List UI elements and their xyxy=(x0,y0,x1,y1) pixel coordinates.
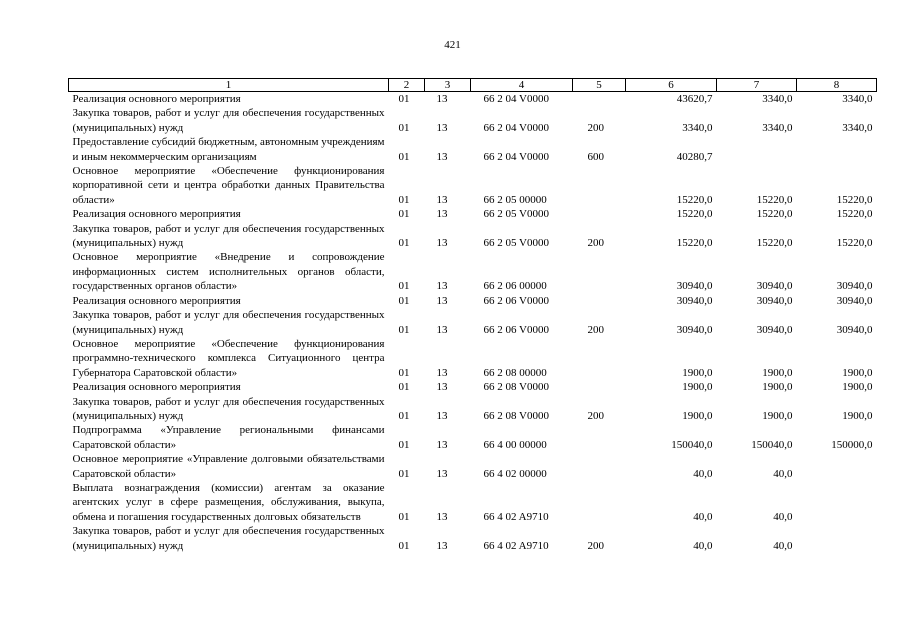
row-amount-col6: 3340,0 xyxy=(682,121,713,134)
row-expense-type: 200 xyxy=(587,409,604,422)
row-subsection: 13 xyxy=(436,237,448,250)
row-target-article: 66 2 05 V0000 xyxy=(483,237,549,250)
row-target-article: 66 4 00 00000 xyxy=(483,438,547,451)
row-section: 01 xyxy=(398,121,410,134)
row-amount-col7: 30940,0 xyxy=(756,294,793,307)
row-expense-type: 200 xyxy=(587,237,604,250)
row-amount-col8 xyxy=(797,135,877,164)
row-section: 01 xyxy=(398,150,410,163)
row-target-article: 66 4 02 A9710 xyxy=(483,510,549,523)
row-amount-col6: 30940,0 xyxy=(676,280,713,293)
row-subsection: 13 xyxy=(436,193,448,206)
table-row xyxy=(69,164,877,207)
header-cell-col2: 2 xyxy=(389,79,425,92)
row-subsection: 13 xyxy=(436,208,448,221)
row-amount-col8: 15220,0 xyxy=(836,208,873,221)
row-amount-col7: 15220,0 xyxy=(756,237,793,250)
header-row xyxy=(69,79,877,92)
row-subsection: 13 xyxy=(436,381,448,394)
header-cell-col8: 8 xyxy=(797,79,877,92)
row-amount-col6: 1900,0 xyxy=(682,366,713,379)
row-name: Основное мероприятие «Внедрение и сопровождение информационных систем исполнительных органов области, государственных органов области» xyxy=(72,251,385,293)
row-section: 01 xyxy=(398,93,410,105)
row-expense-type xyxy=(573,207,626,221)
row-section: 01 xyxy=(398,438,410,451)
row-section: 01 xyxy=(398,280,410,293)
row-name: Реализация основного мероприятия xyxy=(72,93,241,105)
row-amount-col8 xyxy=(797,524,877,553)
table-row xyxy=(69,452,877,481)
row-target-article: 66 2 06 V0000 xyxy=(483,294,549,307)
row-target-article: 66 2 05 V0000 xyxy=(483,208,549,221)
row-subsection: 13 xyxy=(436,409,448,422)
row-amount-col8: 30940,0 xyxy=(836,280,873,293)
row-expense-type: 200 xyxy=(587,323,604,336)
table-row xyxy=(69,106,877,135)
header-cell-col4: 4 xyxy=(471,79,573,92)
row-target-article: 66 2 08 00000 xyxy=(483,366,547,379)
row-amount-col6: 15220,0 xyxy=(676,237,713,250)
row-amount-col8: 15220,0 xyxy=(836,237,873,250)
row-expense-type: 200 xyxy=(587,121,604,134)
row-amount-col6: 15220,0 xyxy=(676,193,713,206)
row-subsection: 13 xyxy=(436,280,448,293)
header-cell-col5: 5 xyxy=(573,79,626,92)
table-row xyxy=(69,250,877,293)
row-name: Предоставление субсидий бюджетным, автономным учреждениям и иным некоммерческим организациям xyxy=(72,136,385,163)
row-amount-col8: 3340,0 xyxy=(842,121,873,134)
row-amount-col7: 150040,0 xyxy=(751,438,793,451)
row-target-article: 66 2 06 V0000 xyxy=(483,323,549,336)
row-section: 01 xyxy=(398,539,410,552)
row-expense-type xyxy=(573,294,626,308)
row-target-article: 66 2 08 V0000 xyxy=(483,381,549,394)
row-target-article: 66 2 04 V0000 xyxy=(483,93,549,105)
row-amount-col7: 1900,0 xyxy=(762,409,793,422)
row-amount-col7: 15220,0 xyxy=(756,208,793,221)
table-row xyxy=(69,395,877,424)
row-name: Закупка товаров, работ и услуг для обеспечения государственных (муниципальных) нужд xyxy=(72,222,385,250)
row-amount-col7: 15220,0 xyxy=(756,193,793,206)
table-body xyxy=(69,92,877,554)
table-row xyxy=(69,380,877,394)
row-name: Закупка товаров, работ и услуг для обеспечения государственных (муниципальных) нужд xyxy=(72,107,385,134)
header-cell-col6: 6 xyxy=(626,79,717,92)
table-row xyxy=(69,524,877,553)
row-expense-type xyxy=(573,164,626,207)
row-amount-col7 xyxy=(717,135,797,164)
row-subsection: 13 xyxy=(436,438,448,451)
table-row xyxy=(69,222,877,251)
budget-table xyxy=(68,78,877,553)
row-amount-col8: 150000,0 xyxy=(831,438,873,451)
row-amount-col8 xyxy=(797,481,877,524)
row-subsection: 13 xyxy=(436,294,448,307)
row-subsection: 13 xyxy=(436,539,448,552)
row-amount-col6: 30940,0 xyxy=(676,294,713,307)
row-amount-col7: 40,0 xyxy=(773,467,793,480)
row-target-article: 66 2 08 V0000 xyxy=(483,409,549,422)
row-section: 01 xyxy=(398,366,410,379)
row-amount-col8: 15220,0 xyxy=(836,193,873,206)
row-amount-col8: 3340,0 xyxy=(842,93,873,105)
row-amount-col8: 30940,0 xyxy=(836,323,873,336)
row-expense-type xyxy=(573,380,626,394)
row-name: Основное мероприятие «Обеспечение функционирования корпоративной сети и центра обработки данных Правительства области» xyxy=(72,165,385,206)
row-target-article: 66 2 06 00000 xyxy=(483,280,547,293)
table-row xyxy=(69,294,877,308)
row-expense-type xyxy=(573,250,626,293)
row-target-article: 66 2 04 V0000 xyxy=(483,150,549,163)
row-expense-type xyxy=(573,452,626,481)
table-row xyxy=(69,135,877,164)
row-section: 01 xyxy=(398,409,410,422)
row-subsection: 13 xyxy=(436,323,448,336)
row-expense-type xyxy=(573,423,626,452)
row-amount-col6: 30940,0 xyxy=(676,323,713,336)
table-row xyxy=(69,481,877,524)
row-target-article: 66 4 02 00000 xyxy=(483,467,547,480)
row-subsection: 13 xyxy=(436,467,448,480)
row-subsection: 13 xyxy=(436,366,448,379)
row-amount-col6: 15220,0 xyxy=(676,208,713,221)
row-expense-type: 600 xyxy=(587,150,604,163)
row-name: Подпрограмма «Управление региональными финансами Саратовской области» xyxy=(72,424,385,451)
header-cell-col7: 7 xyxy=(717,79,797,92)
row-amount-col6: 40280,7 xyxy=(676,150,713,163)
row-section: 01 xyxy=(398,193,410,206)
row-section: 01 xyxy=(398,208,410,221)
row-target-article: 66 4 02 A9710 xyxy=(483,539,549,552)
row-amount-col6: 40,0 xyxy=(693,510,713,523)
row-expense-type: 200 xyxy=(587,539,604,552)
row-amount-col6: 1900,0 xyxy=(682,409,713,422)
row-amount-col7: 40,0 xyxy=(773,510,793,523)
row-subsection: 13 xyxy=(436,150,448,163)
row-section: 01 xyxy=(398,323,410,336)
row-amount-col6: 40,0 xyxy=(693,467,713,480)
row-amount-col7: 30940,0 xyxy=(756,280,793,293)
row-section: 01 xyxy=(398,294,410,307)
row-subsection: 13 xyxy=(436,510,448,523)
row-expense-type xyxy=(573,481,626,524)
row-name: Закупка товаров, работ и услуг для обеспечения государственных (муниципальных) нужд xyxy=(72,395,385,422)
page-number: 421 xyxy=(444,39,461,51)
row-name: Закупка товаров, работ и услуг для обеспечения государственных (муниципальных) нужд xyxy=(72,309,385,336)
row-amount-col6: 40,0 xyxy=(693,539,713,552)
row-name: Основное мероприятие «Обеспечение функционирования программно-технического комплекса Ситуационного центра Губернатора Саратовской области» xyxy=(72,337,385,379)
row-section: 01 xyxy=(398,237,410,250)
row-amount-col8: 1900,0 xyxy=(842,409,873,422)
row-expense-type xyxy=(573,337,626,380)
row-amount-col7: 1900,0 xyxy=(762,366,793,379)
header-cell-col1: 1 xyxy=(69,79,389,92)
row-subsection: 13 xyxy=(436,93,448,105)
row-amount-col6: 150040,0 xyxy=(671,438,713,451)
row-name: Реализация основного мероприятия xyxy=(72,381,241,394)
row-name: Выплата вознаграждения (комиссии) агентам за оказание агентских услуг в сфере размещения, обслуживания, выкупа, обмена и погашения государственных долговых обязательств xyxy=(72,481,385,523)
header-cell-col3: 3 xyxy=(425,79,471,92)
row-section: 01 xyxy=(398,510,410,523)
row-name: Реализация основного мероприятия xyxy=(72,208,241,221)
table-row xyxy=(69,92,877,107)
row-amount-col7: 40,0 xyxy=(773,539,793,552)
row-subsection: 13 xyxy=(436,121,448,134)
row-amount-col8: 1900,0 xyxy=(842,366,873,379)
row-section: 01 xyxy=(398,381,410,394)
row-target-article: 66 2 04 V0000 xyxy=(483,121,549,134)
table-row xyxy=(69,207,877,221)
row-amount-col7: 30940,0 xyxy=(756,323,793,336)
row-expense-type xyxy=(573,92,626,107)
row-name: Закупка товаров, работ и услуг для обеспечения государственных (муниципальных) нужд xyxy=(72,525,385,552)
row-target-article: 66 2 05 00000 xyxy=(483,193,547,206)
row-amount-col7: 3340,0 xyxy=(762,121,793,134)
row-amount-col6: 1900,0 xyxy=(682,381,713,394)
row-name: Реализация основного мероприятия xyxy=(72,294,241,307)
row-amount-col7: 3340,0 xyxy=(762,93,793,105)
row-section: 01 xyxy=(398,467,410,480)
row-amount-col8: 30940,0 xyxy=(836,294,873,307)
row-amount-col8: 1900,0 xyxy=(842,381,873,394)
table-row xyxy=(69,337,877,380)
row-name: Основное мероприятие «Управление долговыми обязательствами Саратовской области» xyxy=(72,453,385,480)
row-amount-col8 xyxy=(797,452,877,481)
row-amount-col6: 43620,7 xyxy=(676,93,713,105)
row-amount-col7: 1900,0 xyxy=(762,381,793,394)
table-row xyxy=(69,308,877,337)
table-row xyxy=(69,423,877,452)
